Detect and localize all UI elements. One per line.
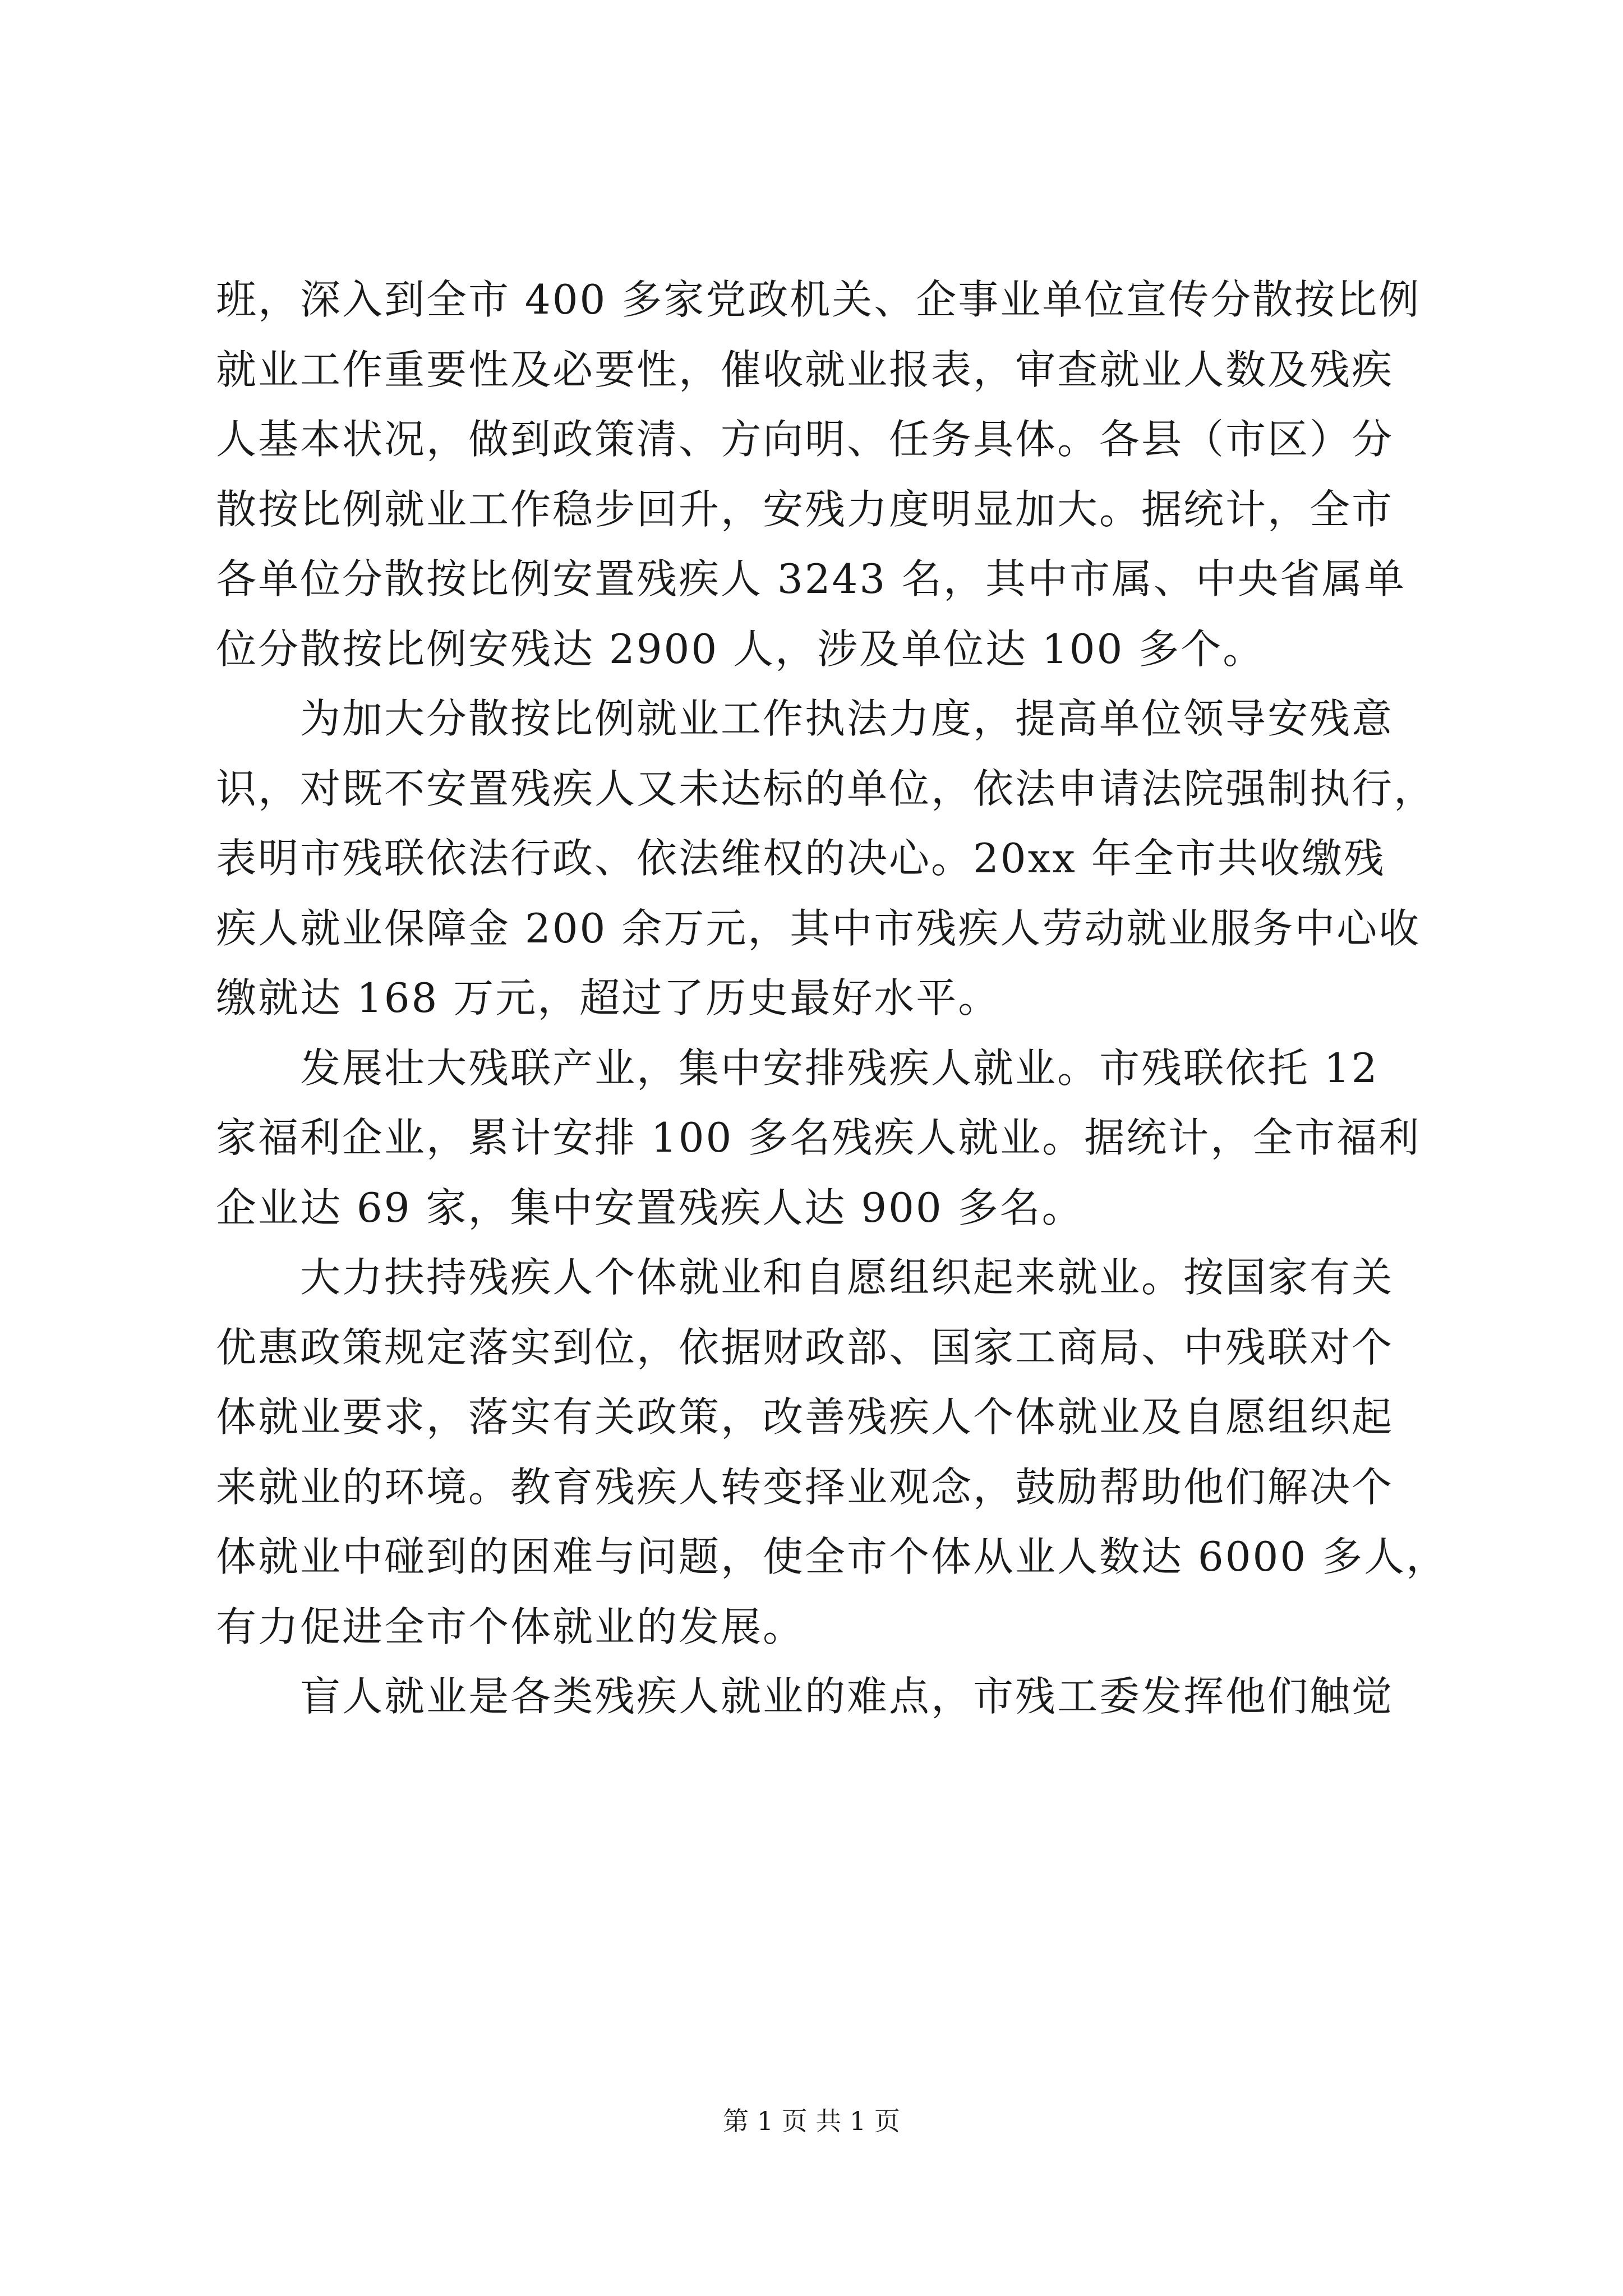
body-text <box>216 265 1449 1732</box>
text-line: 体就业中碰到的困难与问题，使全市个体从业人数达 6000 多人， <box>216 1533 1449 1580</box>
text-line: 散按比例就业工作稳步回升，安残力度明显加大。据统计，全市 <box>216 485 1394 533</box>
text-line: 为加大分散按比例就业工作执法力度，提高单位领导安残意 <box>216 695 1394 742</box>
text-line: 来就业的环境。教育残疾人转变择业观念，鼓励帮助他们解决个 <box>216 1463 1394 1511</box>
text-line: 位分散按比例安残达 2900 人，涉及单位达 100 多个。 <box>216 625 1265 673</box>
text-line: 企业达 69 家，集中安置残疾人达 900 多名。 <box>216 1184 1084 1231</box>
text-line: 发展壮大残联产业，集中安排残疾人就业。市残联依托 12 <box>216 1044 1379 1092</box>
text-line: 体就业要求，落实有关政策，改善残疾人个体就业及自愿组织起 <box>216 1393 1394 1441</box>
text-line: 班，深入到全市 400 多家党政机关、企事业单位宣传分散按比例 <box>216 276 1421 323</box>
text-line: 优惠政策规定落实到位，依据财政部、国家工商局、中残联对个 <box>216 1323 1394 1371</box>
text-line: 缴就达 168 万元，超过了历史最好水平。 <box>216 974 1000 1022</box>
page-number-label: 第 1 页 共 1 页 <box>723 2106 900 2136</box>
text-line: 大力扶持残疾人个体就业和自愿组织起来就业。按国家有关 <box>216 1254 1394 1301</box>
text-line: 疾人就业保障金 200 余万元，其中市残疾人劳动就业服务中心收 <box>216 904 1421 952</box>
text-line: 各单位分散按比例安置残疾人 3243 名，其中市属、中央省属单 <box>216 555 1407 602</box>
text-line: 就业工作重要性及必要性，催收就业报表，审查就业人数及残疾 <box>216 346 1394 393</box>
text-line: 有力促进全市个体就业的发展。 <box>216 1603 805 1650</box>
text-line: 识，对既不安置残疾人又未达标的单位，依法申请法院强制执行， <box>216 765 1436 812</box>
text-line: 表明市残联依法行政、依法维权的决心。20xx 年全市共收缴残 <box>216 835 1386 882</box>
page-footer <box>0 2101 1623 2138</box>
text-line: 家福利企业，累计安排 100 多名残疾人就业。据统计，全市福利 <box>216 1114 1421 1161</box>
text-line: 盲人就业是各类残疾人就业的难点，市残工委发挥他们触觉 <box>216 1673 1394 1720</box>
text-line: 人基本状况，做到政策清、方向明、任务具体。各县（市区）分 <box>216 416 1394 463</box>
